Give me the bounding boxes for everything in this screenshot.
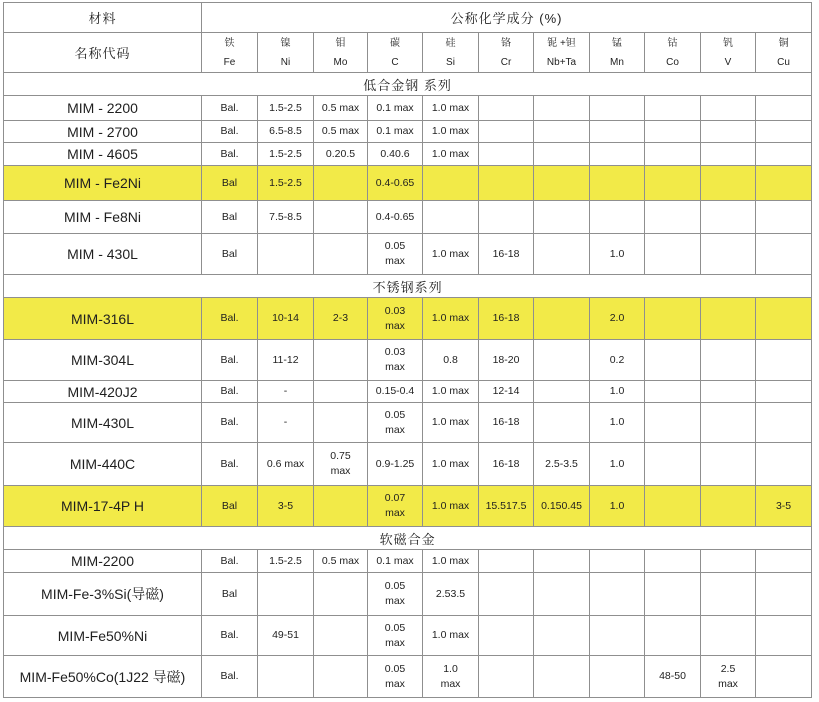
- cell-nb-ta: [534, 201, 590, 234]
- cell-cu: [756, 201, 812, 234]
- cell-si: 1.0 max: [423, 656, 479, 698]
- cell-cr: [479, 166, 534, 201]
- table-row: [4, 201, 812, 234]
- element-header-cr: [479, 33, 534, 73]
- cell-mn: 0.2: [590, 340, 645, 381]
- cell-co: [645, 403, 701, 443]
- cell-fe: Bal.: [202, 340, 258, 381]
- cell-mo: [314, 381, 368, 403]
- table-row: [4, 166, 812, 201]
- cell-mo: [314, 486, 368, 527]
- element-name-cn: 硅: [445, 37, 456, 49]
- cell-si: 1.0 max: [423, 486, 479, 527]
- cell-fe: Bal: [202, 201, 258, 234]
- element-header-si: [423, 33, 479, 73]
- cell-cu: [756, 381, 812, 403]
- cell-cr: 12-14: [479, 381, 534, 403]
- cell-cu: [756, 96, 812, 121]
- cell-fe: Bal.: [202, 656, 258, 698]
- cell-nb-ta: [534, 550, 590, 573]
- element-header-mo: [314, 33, 368, 73]
- element-name-cn: 钴: [667, 37, 678, 49]
- cell-mo: [314, 340, 368, 381]
- element-header-co: [645, 33, 701, 73]
- cell-nb-ta: 0.150.45: [534, 486, 590, 527]
- table-row: [4, 340, 812, 381]
- cell-cu: [756, 550, 812, 573]
- table-row: [4, 143, 812, 166]
- cell-cu: [756, 656, 812, 698]
- cell-c: 0.15-0.4: [368, 381, 423, 403]
- cell-mn: [590, 616, 645, 656]
- table-row: [4, 550, 812, 573]
- cell-cu: [756, 143, 812, 166]
- cell-fe: Bal.: [202, 381, 258, 403]
- cell-nb-ta: [534, 298, 590, 340]
- header-row-top: [4, 3, 812, 33]
- element-name-cn: 碳: [390, 37, 400, 49]
- element-name-cn: 铬: [501, 37, 511, 49]
- material-name: MIM - Fe2Ni: [4, 166, 202, 201]
- cell-fe: Bal: [202, 166, 258, 201]
- cell-mo: 0.20.5: [314, 143, 368, 166]
- header-row-elements: [4, 33, 812, 73]
- element-symbol: Co: [666, 56, 679, 68]
- cell-mn: [590, 550, 645, 573]
- cell-cr: 18-20: [479, 340, 534, 381]
- cell-mn: [590, 166, 645, 201]
- cell-co: [645, 616, 701, 656]
- cell-v: [701, 121, 756, 143]
- cell-v: [701, 616, 756, 656]
- material-name: MIM-304L: [4, 340, 202, 381]
- code-header: 名称代码: [4, 33, 202, 73]
- table-row: [4, 486, 812, 527]
- section-title: 低合金钢 系列: [4, 73, 812, 96]
- cell-nb-ta: [534, 121, 590, 143]
- cell-mo: [314, 403, 368, 443]
- material-name: MIM-420J2: [4, 381, 202, 403]
- cell-cr: 15.517.5: [479, 486, 534, 527]
- cell-si: [423, 201, 479, 234]
- cell-ni: -: [258, 403, 314, 443]
- cell-fe: Bal.: [202, 96, 258, 121]
- cell-ni: 1.5-2.5: [258, 143, 314, 166]
- cell-mo: [314, 166, 368, 201]
- cell-si: 1.0 max: [423, 121, 479, 143]
- cell-mn: [590, 573, 645, 616]
- material-name: MIM - 2200: [4, 96, 202, 121]
- cell-cu: [756, 573, 812, 616]
- cell-mn: 1.0: [590, 381, 645, 403]
- cell-cr: [479, 121, 534, 143]
- cell-mn: [590, 656, 645, 698]
- cell-mn: [590, 201, 645, 234]
- cell-v: [701, 550, 756, 573]
- cell-cu: [756, 298, 812, 340]
- element-symbol: Nb+Ta: [546, 56, 577, 68]
- cell-mo: 0.5 max: [314, 96, 368, 121]
- cell-ni: 10-14: [258, 298, 314, 340]
- cell-nb-ta: [534, 403, 590, 443]
- cell-co: [645, 550, 701, 573]
- material-name: MIM-Fe50%Co(1J22 导磁): [4, 656, 202, 698]
- cell-v: [701, 443, 756, 486]
- cell-ni: [258, 656, 314, 698]
- cell-cr: [479, 550, 534, 573]
- cell-ni: 11-12: [258, 340, 314, 381]
- table-row: [4, 403, 812, 443]
- cell-nb-ta: 2.5-3.5: [534, 443, 590, 486]
- cell-si: 1.0 max: [423, 96, 479, 121]
- cell-cr: [479, 96, 534, 121]
- section-title: 不锈钢系列: [4, 275, 812, 298]
- cell-mo: [314, 201, 368, 234]
- cell-ni: [258, 234, 314, 275]
- cell-v: [701, 340, 756, 381]
- cell-mo: [314, 573, 368, 616]
- cell-cu: [756, 403, 812, 443]
- cell-fe: Bal: [202, 573, 258, 616]
- cell-mn: [590, 121, 645, 143]
- cell-c: 0.1 max: [368, 96, 423, 121]
- table-row: [4, 443, 812, 486]
- cell-si: 2.53.5: [423, 573, 479, 616]
- cell-co: 48-50: [645, 656, 701, 698]
- cell-cu: [756, 166, 812, 201]
- table-row: [4, 298, 812, 340]
- cell-si: [423, 166, 479, 201]
- element-name-cn: 铌 +钽: [547, 37, 576, 49]
- table-row: [4, 121, 812, 143]
- cell-c: 0.03 max: [368, 340, 423, 381]
- element-symbol: Mo: [333, 56, 348, 68]
- cell-co: [645, 486, 701, 527]
- element-symbol: Cu: [777, 56, 790, 68]
- composition-table: [3, 2, 812, 698]
- cell-mo: [314, 616, 368, 656]
- cell-c: 0.05 max: [368, 656, 423, 698]
- cell-ni: 1.5-2.5: [258, 166, 314, 201]
- cell-fe: Bal.: [202, 550, 258, 573]
- material-name: MIM-Fe-3%Si(导磁): [4, 573, 202, 616]
- cell-co: [645, 573, 701, 616]
- cell-v: [701, 403, 756, 443]
- cell-c: 0.4-0.65: [368, 166, 423, 201]
- section-row: [4, 527, 812, 550]
- element-symbol: Fe: [223, 56, 236, 68]
- cell-v: 2.5 max: [701, 656, 756, 698]
- cell-si: 1.0 max: [423, 143, 479, 166]
- material-name: MIM - 2700: [4, 121, 202, 143]
- cell-fe: Bal.: [202, 616, 258, 656]
- cell-ni: 6.5-8.5: [258, 121, 314, 143]
- material-name: MIM-316L: [4, 298, 202, 340]
- material-name: MIM-430L: [4, 403, 202, 443]
- cell-mn: 2.0: [590, 298, 645, 340]
- element-header-v: [701, 33, 756, 73]
- cell-nb-ta: [534, 340, 590, 381]
- cell-cu: [756, 340, 812, 381]
- cell-si: 1.0 max: [423, 443, 479, 486]
- cell-co: [645, 166, 701, 201]
- cell-mn: 1.0: [590, 234, 645, 275]
- cell-nb-ta: [534, 234, 590, 275]
- table-row: [4, 616, 812, 656]
- cell-fe: Bal.: [202, 298, 258, 340]
- cell-c: 0.05 max: [368, 616, 423, 656]
- cell-mn: 1.0: [590, 443, 645, 486]
- cell-ni: [258, 573, 314, 616]
- cell-c: 0.40.6: [368, 143, 423, 166]
- cell-nb-ta: [534, 656, 590, 698]
- table-row: [4, 96, 812, 121]
- cell-cr: 16-18: [479, 443, 534, 486]
- material-name: MIM-440C: [4, 443, 202, 486]
- element-header-ni: [258, 33, 314, 73]
- cell-co: [645, 443, 701, 486]
- cell-v: [701, 381, 756, 403]
- cell-c: 0.1 max: [368, 550, 423, 573]
- cell-cr: [479, 656, 534, 698]
- cell-nb-ta: [534, 573, 590, 616]
- cell-c: 0.05 max: [368, 403, 423, 443]
- cell-co: [645, 298, 701, 340]
- cell-co: [645, 121, 701, 143]
- cell-ni: 1.5-2.5: [258, 96, 314, 121]
- cell-si: 1.0 max: [423, 403, 479, 443]
- cell-co: [645, 381, 701, 403]
- cell-nb-ta: [534, 96, 590, 121]
- material-name: MIM-Fe50%Ni: [4, 616, 202, 656]
- cell-cr: [479, 616, 534, 656]
- cell-fe: Bal.: [202, 121, 258, 143]
- cell-co: [645, 234, 701, 275]
- cell-cu: [756, 234, 812, 275]
- cell-c: 0.9-1.25: [368, 443, 423, 486]
- cell-cr: 16-18: [479, 234, 534, 275]
- cell-co: [645, 340, 701, 381]
- table-row: [4, 573, 812, 616]
- element-name-cn: 铜: [778, 37, 789, 49]
- cell-ni: 49-51: [258, 616, 314, 656]
- cell-nb-ta: [534, 381, 590, 403]
- cell-fe: Bal.: [202, 143, 258, 166]
- material-header: 材料: [4, 3, 202, 33]
- cell-fe: Bal.: [202, 443, 258, 486]
- section-row: [4, 275, 812, 298]
- cell-si: 1.0 max: [423, 616, 479, 656]
- cell-si: 1.0 max: [423, 381, 479, 403]
- cell-co: [645, 96, 701, 121]
- cell-c: 0.4-0.65: [368, 201, 423, 234]
- cell-cu: [756, 443, 812, 486]
- cell-si: 1.0 max: [423, 298, 479, 340]
- cell-mo: 0.5 max: [314, 550, 368, 573]
- cell-c: 0.05 max: [368, 573, 423, 616]
- element-header-fe: [202, 33, 258, 73]
- material-name: MIM - 4605: [4, 143, 202, 166]
- table-row: [4, 656, 812, 698]
- cell-c: 0.05 max: [368, 234, 423, 275]
- cell-cu: 3-5: [756, 486, 812, 527]
- cell-ni: 0.6 max: [258, 443, 314, 486]
- cell-si: 1.0 max: [423, 550, 479, 573]
- element-symbol: C: [391, 56, 399, 68]
- element-name-cn: 锰: [612, 37, 622, 49]
- cell-mn: [590, 143, 645, 166]
- cell-ni: 3-5: [258, 486, 314, 527]
- element-symbol: Cr: [500, 56, 512, 68]
- cell-v: [701, 298, 756, 340]
- element-symbol: Si: [446, 56, 455, 68]
- cell-ni: 7.5-8.5: [258, 201, 314, 234]
- cell-mn: [590, 96, 645, 121]
- cell-mn: 1.0: [590, 486, 645, 527]
- element-name-cn: 钒: [723, 37, 733, 49]
- cell-v: [701, 143, 756, 166]
- cell-v: [701, 166, 756, 201]
- cell-fe: Bal: [202, 486, 258, 527]
- cell-v: [701, 201, 756, 234]
- cell-v: [701, 96, 756, 121]
- cell-nb-ta: [534, 616, 590, 656]
- cell-mo: 0.75 max: [314, 443, 368, 486]
- cell-cr: [479, 573, 534, 616]
- cell-c: 0.1 max: [368, 121, 423, 143]
- section-row: [4, 73, 812, 96]
- element-symbol: V: [724, 56, 732, 68]
- cell-c: 0.03 max: [368, 298, 423, 340]
- cell-co: [645, 201, 701, 234]
- element-header-c: [368, 33, 423, 73]
- table-row: [4, 381, 812, 403]
- cell-v: [701, 234, 756, 275]
- cell-fe: Bal.: [202, 403, 258, 443]
- section-title: 软磁合金: [4, 527, 812, 550]
- table-body: [4, 73, 812, 698]
- composition-header: 公称化学成分 (%): [202, 3, 812, 33]
- element-symbol: Ni: [280, 56, 291, 68]
- element-name-cn: 镍: [280, 37, 291, 49]
- cell-cr: [479, 143, 534, 166]
- material-name: MIM - Fe8Ni: [4, 201, 202, 234]
- cell-ni: -: [258, 381, 314, 403]
- cell-mo: [314, 656, 368, 698]
- table-row: [4, 234, 812, 275]
- cell-cr: 16-18: [479, 298, 534, 340]
- material-name: MIM - 430L: [4, 234, 202, 275]
- table-header: [4, 3, 812, 73]
- cell-fe: Bal: [202, 234, 258, 275]
- cell-nb-ta: [534, 166, 590, 201]
- cell-si: 0.8: [423, 340, 479, 381]
- element-name-cn: 铁: [224, 37, 235, 49]
- cell-mn: 1.0: [590, 403, 645, 443]
- cell-mo: [314, 234, 368, 275]
- cell-mo: 0.5 max: [314, 121, 368, 143]
- cell-cu: [756, 121, 812, 143]
- material-name: MIM-17-4P H: [4, 486, 202, 527]
- cell-v: [701, 486, 756, 527]
- cell-si: 1.0 max: [423, 234, 479, 275]
- element-header-cu: [756, 33, 812, 73]
- element-header-nb-ta: [534, 33, 590, 73]
- element-name-cn: 钼: [335, 37, 346, 49]
- cell-cu: [756, 616, 812, 656]
- cell-co: [645, 143, 701, 166]
- cell-c: 0.07 max: [368, 486, 423, 527]
- element-symbol: Mn: [610, 56, 624, 68]
- element-header-mn: [590, 33, 645, 73]
- cell-nb-ta: [534, 143, 590, 166]
- cell-cr: [479, 201, 534, 234]
- cell-cr: 16-18: [479, 403, 534, 443]
- cell-v: [701, 573, 756, 616]
- material-name: MIM-2200: [4, 550, 202, 573]
- cell-mo: 2-3: [314, 298, 368, 340]
- cell-ni: 1.5-2.5: [258, 550, 314, 573]
